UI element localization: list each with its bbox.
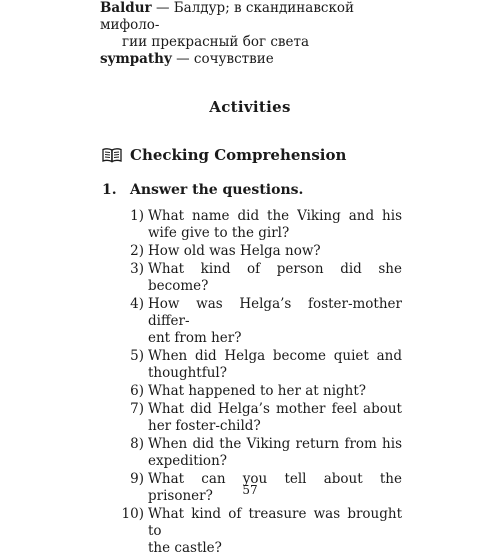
exercise bbox=[102, 182, 402, 558]
question-text bbox=[148, 383, 402, 400]
question-text-line: What name did the Viking and his bbox=[148, 208, 402, 224]
question-number: 3) bbox=[130, 261, 144, 277]
question-text-line: What kind of treasure was brought to bbox=[148, 506, 402, 539]
exercise-instruction: Answer the questions. bbox=[130, 182, 304, 198]
question-number: 4) bbox=[130, 296, 144, 312]
glossary bbox=[100, 0, 410, 68]
open-book-icon bbox=[102, 147, 122, 163]
subsection-heading bbox=[102, 146, 346, 164]
question-item bbox=[102, 208, 402, 242]
question-number: 6) bbox=[130, 383, 144, 399]
question-item bbox=[102, 348, 402, 382]
glossary-definition-continued: гии прекрасный бог света bbox=[122, 34, 309, 50]
question-item bbox=[102, 383, 402, 400]
glossary-dash: — bbox=[151, 0, 174, 16]
section-heading: Activities bbox=[209, 98, 291, 116]
question-text-line: How was Helga’s foster-mother differ- bbox=[148, 296, 402, 329]
question-item bbox=[102, 401, 402, 435]
exercise-title bbox=[102, 182, 402, 198]
question-text bbox=[148, 208, 402, 242]
question-text bbox=[148, 296, 402, 347]
question-text bbox=[148, 436, 402, 470]
question-item bbox=[102, 506, 402, 557]
question-text-line: What can you tell about the prisoner? bbox=[148, 471, 402, 504]
question-text-line: expedition? bbox=[148, 453, 227, 469]
question-number: 1) bbox=[130, 208, 144, 224]
question-text-line: the castle? bbox=[148, 540, 222, 556]
question-text bbox=[148, 401, 402, 435]
question-item bbox=[102, 243, 402, 260]
question-item bbox=[102, 436, 402, 470]
question-text-line: her foster-child? bbox=[148, 418, 261, 434]
page-number: 57 bbox=[242, 483, 258, 497]
subsection-heading-label: Checking Comprehension bbox=[130, 146, 347, 164]
question-text-line: What did Helga’s mother feel about bbox=[148, 401, 402, 417]
glossary-term: Baldur bbox=[100, 0, 152, 16]
question-text-line: thoughtful? bbox=[148, 365, 227, 381]
question-text-line: When did Helga become quiet and bbox=[148, 348, 402, 364]
glossary-entry bbox=[100, 0, 410, 51]
question-text-line: What kind of person did she become? bbox=[148, 261, 402, 294]
glossary-definition: Балдур; в скандинавской мифоло- bbox=[100, 0, 355, 33]
question-number: 9) bbox=[130, 471, 144, 487]
question-text bbox=[148, 348, 402, 382]
question-text bbox=[148, 506, 402, 557]
glossary-term: sympathy bbox=[100, 51, 172, 67]
glossary-dash: — bbox=[171, 51, 194, 67]
question-number: 7) bbox=[130, 401, 144, 417]
question-item bbox=[102, 261, 402, 295]
exercise-number: 1. bbox=[102, 182, 117, 198]
question-number: 10) bbox=[121, 506, 144, 522]
glossary-definition: сочувствие bbox=[193, 51, 274, 67]
question-text bbox=[148, 243, 402, 260]
question-text-line: How old was Helga now? bbox=[148, 243, 321, 259]
glossary-entry bbox=[100, 51, 410, 68]
question-text-line: When did the Viking return from his bbox=[148, 436, 402, 452]
question-text-line: What happened to her at night? bbox=[148, 383, 367, 399]
question-number: 5) bbox=[130, 348, 144, 364]
question-number: 2) bbox=[130, 243, 144, 259]
question-text-line: ent from her? bbox=[148, 330, 242, 346]
question-text bbox=[148, 261, 402, 295]
question-list bbox=[102, 208, 402, 557]
question-item bbox=[102, 296, 402, 347]
question-number: 8) bbox=[130, 436, 144, 452]
question-text-line: wife give to the girl? bbox=[148, 225, 290, 241]
